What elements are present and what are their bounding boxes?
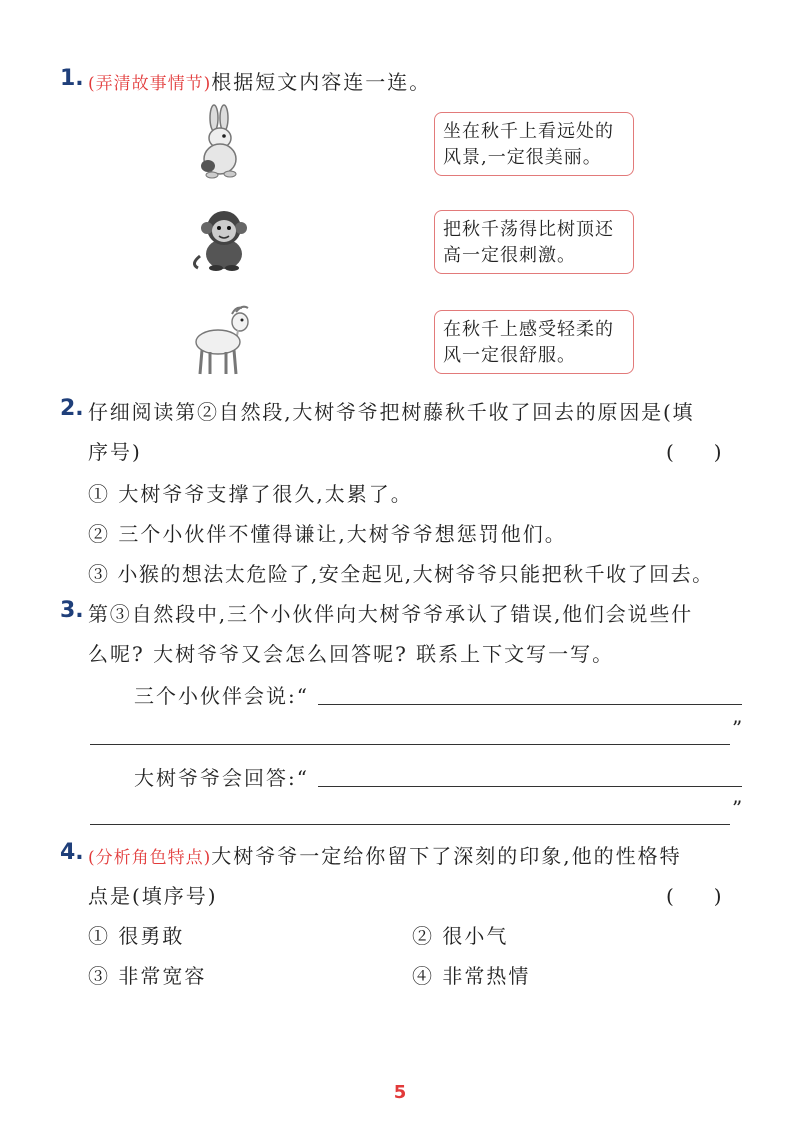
q3-close-quote-1: ” [732, 716, 743, 740]
q2-text-line1: 仔细阅读第②自然段,大树爷爷把树藤秋千收了回去的原因是(填 [88, 400, 695, 424]
q1-box-3-line1: 在秋千上感受轻柔的 [443, 319, 614, 340]
q4-answer-blank[interactable]: ( ) [666, 884, 722, 908]
q3-close-quote-2: ” [732, 796, 743, 820]
q2-number: 2. [60, 396, 84, 421]
q1-tag: (弄清故事情节) [88, 74, 212, 94]
q1-text: 根据短文内容连一连。 [211, 70, 432, 94]
q1-box-1-line2: 风景,一定很美丽。 [443, 147, 602, 168]
q4-option-2: ② 很小气 [412, 924, 509, 948]
q2-text-line2: 序号) [88, 440, 142, 464]
q4-number: 4. [60, 840, 84, 865]
q3-prompt-tree: 大树爷爷会回答:“ [134, 766, 309, 790]
monkey-icon [190, 206, 254, 272]
q1-box-3 [434, 310, 634, 374]
q2-option-3: ③ 小猴的想法太危险了,安全起见,大树爷爷只能把秋千收了回去。 [88, 562, 714, 586]
q4-text-line1: 大树爷爷一定给你留下了深刻的印象,他的性格特 [211, 844, 682, 868]
q2-answer-blank[interactable]: ( ) [666, 440, 722, 464]
page-number: 5 [393, 1082, 407, 1103]
q3-text-line1: 第③自然段中,三个小伙伴向大树爷爷承认了错误,他们会说些什 [88, 602, 693, 626]
q1-box-1 [434, 112, 634, 176]
q3-answer-line-4[interactable] [90, 824, 730, 825]
q3-number: 3. [60, 598, 84, 623]
q4-text-line2: 点是(填序号) [88, 884, 218, 908]
q1-prompt [88, 66, 431, 95]
q1-box-1-line1: 坐在秋千上看远处的 [443, 121, 614, 142]
goat-icon [186, 302, 258, 378]
q4-prompt [88, 840, 682, 869]
q1-box-2-line1: 把秋千荡得比树顶还 [443, 219, 614, 240]
q4-option-4: ④ 非常热情 [412, 964, 531, 988]
q3-answer-line-2[interactable] [90, 744, 730, 745]
q1-box-3-line2: 风一定很舒服。 [443, 345, 576, 366]
q2-option-1: ① 大树爷爷支撑了很久,太累了。 [88, 482, 413, 506]
q3-prompt-kids: 三个小伙伴会说:“ [134, 684, 309, 708]
q2-option-2: ② 三个小伙伴不懂得谦让,大树爷爷想惩罚他们。 [88, 522, 567, 546]
q3-answer-line-3[interactable] [318, 786, 742, 787]
q3-answer-line-1[interactable] [318, 704, 742, 705]
q1-box-2 [434, 210, 634, 274]
q4-option-3: ③ 非常宽容 [88, 964, 207, 988]
q1-box-2-line2: 高一定很刺激。 [443, 245, 576, 266]
q4-tag: (分析角色特点) [88, 848, 212, 868]
rabbit-icon [190, 104, 250, 180]
q3-text-line2: 么呢? 大树爷爷又会怎么回答呢? 联系上下文写一写。 [88, 642, 615, 666]
q1-number: 1. [60, 66, 84, 91]
q4-option-1: ① 很勇敢 [88, 924, 185, 948]
